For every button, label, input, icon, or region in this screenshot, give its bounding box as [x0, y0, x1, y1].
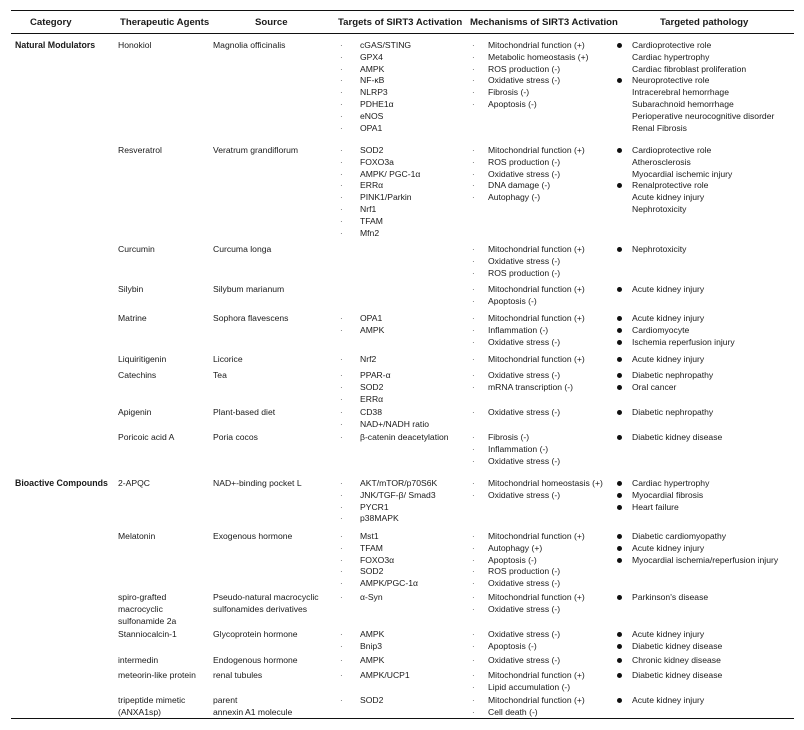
pathology-item: Nephrotoxicity [632, 204, 687, 214]
target-item: OPA1 [360, 313, 383, 323]
agent-name: tripeptide mimetic [118, 695, 186, 705]
table-bottom-rule [11, 718, 794, 719]
bullet-icon [617, 632, 622, 637]
mechanism-item: Inflammation (-) [488, 324, 549, 335]
mechanism-marker: · [472, 76, 475, 86]
mechanism-marker: · [472, 157, 475, 167]
bullet-icon [617, 644, 622, 649]
agent-name: meteorin-like protein [118, 670, 196, 680]
target-marker: · [340, 64, 343, 74]
agent-name: spiro-grafted [118, 592, 167, 602]
target-marker: · [340, 100, 343, 109]
target-item: AMPK/PGC-1α [360, 578, 418, 589]
agent-name: Stanniocalcin-1 [118, 629, 177, 639]
table-top-rule [11, 10, 794, 11]
header-targets: Targets of SIRT3 Activation [338, 17, 463, 28]
agent-source: Veratrum grandiflorum [213, 145, 299, 155]
target-marker: · [340, 169, 343, 179]
target-marker: · [340, 593, 343, 602]
agent-name: 2-APQC [118, 478, 150, 488]
pathology-item: Acute kidney injury [632, 695, 705, 705]
target-item: FOXO3a [360, 156, 394, 167]
mechanism-marker: · [472, 433, 475, 442]
target-item: AKT/mTOR/p70S6K [360, 478, 438, 488]
mechanism-item: ROS production (-) [488, 566, 561, 577]
mechanism-marker: · [472, 325, 475, 335]
agent-name: Poricoic acid A [118, 432, 175, 442]
mechanism-item: Apoptosis (-) [488, 640, 537, 651]
target-item: AMPK [360, 63, 385, 74]
target-item: AMPK [360, 324, 385, 335]
mechanism-marker: · [472, 256, 475, 266]
mechanism-marker: · [472, 567, 475, 577]
target-item: NAD+/NADH ratio [360, 418, 430, 429]
target-marker: · [340, 41, 343, 50]
mechanism-item: Mitochondrial function (+) [488, 40, 585, 50]
target-item: FOXO3α [360, 554, 395, 565]
target-marker: · [340, 371, 343, 380]
pathology-item: Diabetic kidney disease [632, 432, 723, 442]
agent-name: Honokiol [118, 40, 152, 50]
mechanism-item: Oxidative stress (-) [488, 489, 561, 500]
target-item: JNK/TGF-β/ Smad3 [360, 489, 436, 500]
table-header-rule [11, 33, 794, 34]
header-mechanisms: Mechanisms of SIRT3 Activation [470, 17, 618, 28]
pathology-item: Parkinson's disease [632, 592, 709, 602]
pathology-item: Diabetic kidney disease [632, 640, 723, 651]
target-marker: · [340, 157, 343, 167]
pathology-item: Myocardial ischemia/reperfusion injury [632, 554, 779, 565]
bullet-icon [617, 493, 622, 498]
bullet-icon [617, 373, 622, 378]
pathology-item: Acute kidney injury [632, 284, 705, 294]
target-item: PDHE1α [360, 99, 394, 109]
target-marker: · [340, 543, 343, 553]
target-item: GPX4 [360, 51, 383, 62]
bullet-icon [617, 673, 622, 678]
bullet-icon [617, 698, 622, 703]
target-marker: · [340, 555, 343, 565]
target-item: NLRP3 [360, 87, 388, 98]
mechanism-marker: · [472, 671, 475, 680]
agent-name: intermedin [118, 655, 159, 665]
mechanism-marker: · [472, 146, 475, 155]
target-marker: · [340, 656, 343, 665]
bullet-icon [617, 357, 622, 362]
target-marker: · [340, 88, 343, 98]
target-item: SOD2 [360, 566, 384, 577]
target-item: Mst1 [360, 531, 379, 541]
agent-source: Silybum marianum [213, 284, 285, 294]
agent-source: Glycoprotein hormone [213, 629, 298, 639]
target-marker: · [340, 433, 343, 442]
target-item: eNOS [360, 110, 384, 121]
target-item: Nrf1 [360, 204, 377, 214]
mechanism-marker: · [472, 314, 475, 323]
mechanism-marker: · [472, 337, 475, 347]
mechanism-item: Cell death (-) [488, 706, 538, 717]
mechanism-marker: · [472, 100, 475, 109]
target-marker: · [340, 193, 343, 203]
mechanism-item: Apoptosis (-) [488, 99, 537, 109]
mechanism-item: Mitochondrial function (+) [488, 592, 585, 602]
bullet-icon [617, 546, 622, 551]
target-marker: · [340, 394, 343, 404]
target-marker: · [340, 228, 343, 238]
mechanism-marker: · [472, 490, 475, 500]
mechanism-item: Mitochondrial function (+) [488, 145, 585, 155]
pathology-item: Renalprotective role [632, 180, 709, 191]
header-source: Source [255, 17, 288, 28]
mechanism-item: Autophagy (+) [488, 542, 543, 553]
agent-source: Tea [213, 370, 227, 380]
mechanism-item: Oxidative stress (-) [488, 336, 561, 347]
mechanism-item: ROS production (-) [488, 156, 561, 167]
mechanism-item: Mitochondrial function (+) [488, 531, 585, 541]
bullet-icon [617, 78, 622, 83]
mechanism-item: ROS production (-) [488, 63, 561, 74]
header-targeted-pathology: Targeted pathology [660, 17, 749, 28]
mechanism-marker: · [472, 479, 475, 488]
mechanism-marker: · [472, 696, 475, 705]
pathology-item: Myocardial ischemic injury [632, 168, 733, 179]
mechanism-item: Mitochondrial function (+) [488, 313, 585, 323]
agent-source: Curcuma longa [213, 244, 272, 254]
mechanism-marker: · [472, 579, 475, 589]
pathology-item: Acute kidney injury [632, 354, 705, 364]
mechanism-item: Mitochondrial homeostasis (+) [488, 478, 603, 488]
pathology-item: Ischemia reperfusion injury [632, 336, 735, 347]
bullet-icon [617, 385, 622, 390]
target-item: β-catenin deacetylation [360, 432, 449, 442]
category-label: Bioactive Compounds [15, 478, 108, 488]
target-item: NF-κB [360, 75, 385, 86]
mechanism-item: Fibrosis (-) [488, 432, 530, 442]
pathology-item: Cardiomyocyte [632, 324, 690, 335]
mechanism-marker: · [472, 169, 475, 179]
agent-source: sulfonamides derivatives [213, 603, 308, 614]
target-marker: · [340, 382, 343, 392]
target-marker: · [340, 696, 343, 705]
pathology-item: Acute kidney injury [632, 192, 705, 203]
mechanism-marker: · [472, 682, 475, 692]
pathology-item: Chronic kidney disease [632, 655, 721, 665]
target-item: Bnip3 [360, 640, 382, 651]
pathology-item: Atherosclerosis [632, 156, 691, 167]
pathology-item: Diabetic nephropathy [632, 370, 714, 380]
target-marker: · [340, 216, 343, 226]
mechanism-marker: · [472, 604, 475, 614]
target-item: Nrf2 [360, 354, 377, 364]
target-marker: · [340, 76, 343, 86]
target-marker: · [340, 579, 343, 589]
target-item: SOD2 [360, 145, 384, 155]
mechanism-item: Oxidative stress (-) [488, 603, 561, 614]
target-marker: · [340, 111, 343, 121]
mechanism-item: Mitochondrial function (+) [488, 354, 585, 364]
bullet-icon [617, 435, 622, 440]
agent-name: sulfonamide 2a [118, 615, 177, 626]
bullet-icon [617, 595, 622, 600]
agent-name: Melatonin [118, 531, 156, 541]
bullet-icon [617, 148, 622, 153]
agent-source: parent [213, 695, 238, 705]
mechanism-marker: · [472, 630, 475, 639]
agent-name: Resveratrol [118, 145, 162, 155]
pathology-item: Acute kidney injury [632, 542, 705, 553]
mechanism-marker: · [472, 52, 475, 62]
pathology-item: Subarachnoid hemorrhage [632, 99, 734, 109]
pathology-item: Nephrotoxicity [632, 244, 687, 254]
pathology-item: Cardiac fibroblast proliferation [632, 63, 747, 74]
pathology-item: Intracerebral hemorrhage [632, 87, 729, 98]
target-item: PPAR-α [360, 370, 391, 380]
bullet-icon [617, 287, 622, 292]
target-marker: · [340, 181, 343, 191]
pathology-item: Cardiac hypertrophy [632, 51, 710, 62]
target-marker: · [340, 325, 343, 335]
target-marker: · [340, 419, 343, 429]
target-marker: · [340, 314, 343, 323]
agent-name: Curcumin [118, 244, 155, 254]
agent-source: NAD+-binding pocket L [213, 478, 302, 488]
mechanism-marker: · [472, 193, 475, 203]
pathology-item: Heart failure [632, 501, 679, 512]
target-marker: · [340, 408, 343, 417]
target-item: AMPK [360, 655, 385, 665]
target-marker: · [340, 514, 343, 524]
agent-source: Poria cocos [213, 432, 258, 442]
agent-name: Catechins [118, 370, 157, 380]
target-marker: · [340, 490, 343, 500]
mechanism-marker: · [472, 285, 475, 294]
target-marker: · [340, 502, 343, 512]
agent-source: Sophora flavescens [213, 313, 289, 323]
pathology-item: Cardioprotective role [632, 40, 712, 50]
target-marker: · [340, 479, 343, 488]
bullet-icon [617, 658, 622, 663]
mechanism-item: Oxidative stress (-) [488, 168, 561, 179]
mechanism-marker: · [472, 532, 475, 541]
mechanism-marker: · [472, 245, 475, 254]
target-item: ERRα [360, 180, 384, 191]
mechanism-marker: · [472, 181, 475, 191]
bullet-icon [617, 43, 622, 48]
bullet-icon [617, 316, 622, 321]
pathology-item: Myocardial fibrosis [632, 489, 704, 500]
target-marker: · [340, 567, 343, 577]
mechanism-marker: · [472, 296, 475, 306]
target-item: AMPK [360, 629, 385, 639]
mechanism-item: Mitochondrial function (+) [488, 695, 585, 705]
bullet-icon [617, 505, 622, 510]
agent-source: Pseudo-natural macrocyclic [213, 592, 319, 602]
bullet-icon [617, 558, 622, 563]
bullet-icon [617, 328, 622, 333]
target-item: TFAM [360, 542, 383, 553]
mechanism-marker: · [472, 41, 475, 50]
target-marker: · [340, 630, 343, 639]
mechanism-marker: · [472, 555, 475, 565]
agent-name: Apigenin [118, 407, 152, 417]
mechanism-marker: · [472, 382, 475, 392]
mechanism-item: Lipid accumulation (-) [488, 681, 571, 692]
mechanism-marker: · [472, 371, 475, 380]
target-item: CD38 [360, 407, 382, 417]
mechanism-item: Metabolic homeostasis (+) [488, 51, 589, 62]
mechanism-item: Oxidative stress (-) [488, 629, 561, 639]
mechanism-item: Mitochondrial function (+) [488, 244, 585, 254]
target-marker: · [340, 52, 343, 62]
agent-source: Exogenous hormone [213, 531, 293, 541]
bullet-icon [617, 410, 622, 415]
mechanism-marker: · [472, 593, 475, 602]
mechanism-marker: · [472, 444, 475, 454]
mechanism-item: Apoptosis (-) [488, 295, 537, 306]
agent-source: annexin A1 molecule [213, 706, 293, 717]
agent-source: Magnolia officinalis [213, 40, 286, 50]
mechanism-item: Oxidative stress (-) [488, 370, 561, 380]
mechanism-marker: · [472, 88, 475, 98]
agent-name: Matrine [118, 313, 147, 323]
mechanism-item: Autophagy (-) [488, 192, 541, 203]
target-item: AMPK/UCP1 [360, 670, 410, 680]
mechanism-item: ROS production (-) [488, 267, 561, 278]
target-item: α-Syn [360, 592, 383, 602]
mechanism-marker: · [472, 268, 475, 278]
mechanism-marker: · [472, 543, 475, 553]
target-item: TFAM [360, 215, 383, 226]
target-marker: · [340, 671, 343, 680]
pathology-item: Diabetic kidney disease [632, 670, 723, 680]
target-item: OPA1 [360, 122, 383, 133]
target-item: SOD2 [360, 695, 384, 705]
mechanism-item: Inflammation (-) [488, 443, 549, 454]
agent-name: (ANXA1sp) [118, 706, 161, 717]
target-item: Mfn2 [360, 227, 380, 238]
target-item: p38MAPK [360, 513, 399, 524]
target-marker: · [340, 123, 343, 133]
pathology-item: Diabetic cardiomyopathy [632, 531, 727, 541]
pathology-item: Oral cancer [632, 381, 677, 392]
mechanism-marker: · [472, 707, 475, 717]
mechanism-item: Oxidative stress (-) [488, 578, 561, 589]
mechanism-item: Oxidative stress (-) [488, 455, 561, 466]
target-item: ERRα [360, 393, 384, 404]
bullet-icon [617, 534, 622, 539]
mechanism-marker: · [472, 408, 475, 417]
bullet-icon [617, 183, 622, 188]
agent-source: Endogenous hormone [213, 655, 298, 665]
mechanism-item: Mitochondrial function (+) [488, 284, 585, 294]
mechanism-item: mRNA transcription (-) [488, 381, 573, 392]
category-label: Natural Modulators [15, 40, 96, 50]
mechanism-item: Apoptosis (-) [488, 554, 537, 565]
pathology-item: Neuroprotective role [632, 75, 710, 86]
pathology-item: Acute kidney injury [632, 313, 705, 323]
mechanism-item: Oxidative stress (-) [488, 655, 561, 665]
mechanism-marker: · [472, 355, 475, 364]
pathology-item: Acute kidney injury [632, 629, 705, 639]
mechanism-item: Mitochondrial function (+) [488, 670, 585, 680]
header-therapeutic-agents: Therapeutic Agents [120, 17, 210, 28]
target-item: cGAS/STING [360, 40, 412, 50]
mechanism-item: DNA damage (-) [488, 180, 551, 191]
agent-source: Plant-based diet [213, 407, 276, 417]
target-marker: · [340, 532, 343, 541]
pathology-item: Diabetic nephropathy [632, 407, 714, 417]
bullet-icon [617, 340, 622, 345]
mechanism-item: Oxidative stress (-) [488, 407, 561, 417]
pathology-item: Cardioprotective role [632, 145, 712, 155]
agent-source: Licorice [213, 354, 243, 364]
target-item: SOD2 [360, 381, 384, 392]
mechanism-item: Fibrosis (-) [488, 87, 530, 98]
bullet-icon [617, 481, 622, 486]
agent-source: renal tubules [213, 670, 263, 680]
agent-name: Silybin [118, 284, 144, 294]
target-marker: · [340, 205, 343, 214]
pathology-item: Renal Fibrosis [632, 122, 687, 133]
mechanism-marker: · [472, 656, 475, 665]
mechanism-marker: · [472, 456, 475, 466]
bullet-icon [617, 247, 622, 252]
agent-name: Liquiritigenin [118, 354, 167, 364]
mechanism-marker: · [472, 64, 475, 74]
target-item: AMPK/ PGC-1α [360, 168, 421, 179]
target-marker: · [340, 355, 343, 364]
pathology-item: Cardiac hypertrophy [632, 478, 710, 488]
target-marker: · [340, 641, 343, 651]
target-marker: · [340, 146, 343, 155]
mechanism-marker: · [472, 641, 475, 651]
header-category: Category [30, 17, 72, 28]
target-item: PINK1/Parkin [360, 192, 412, 203]
mechanism-item: Oxidative stress (-) [488, 75, 561, 86]
pathology-item: Perioperative neurocognitive disorder [632, 110, 775, 121]
agent-name: macrocyclic [118, 603, 163, 614]
mechanism-item: Oxidative stress (-) [488, 255, 561, 266]
target-item: PYCR1 [360, 501, 389, 512]
